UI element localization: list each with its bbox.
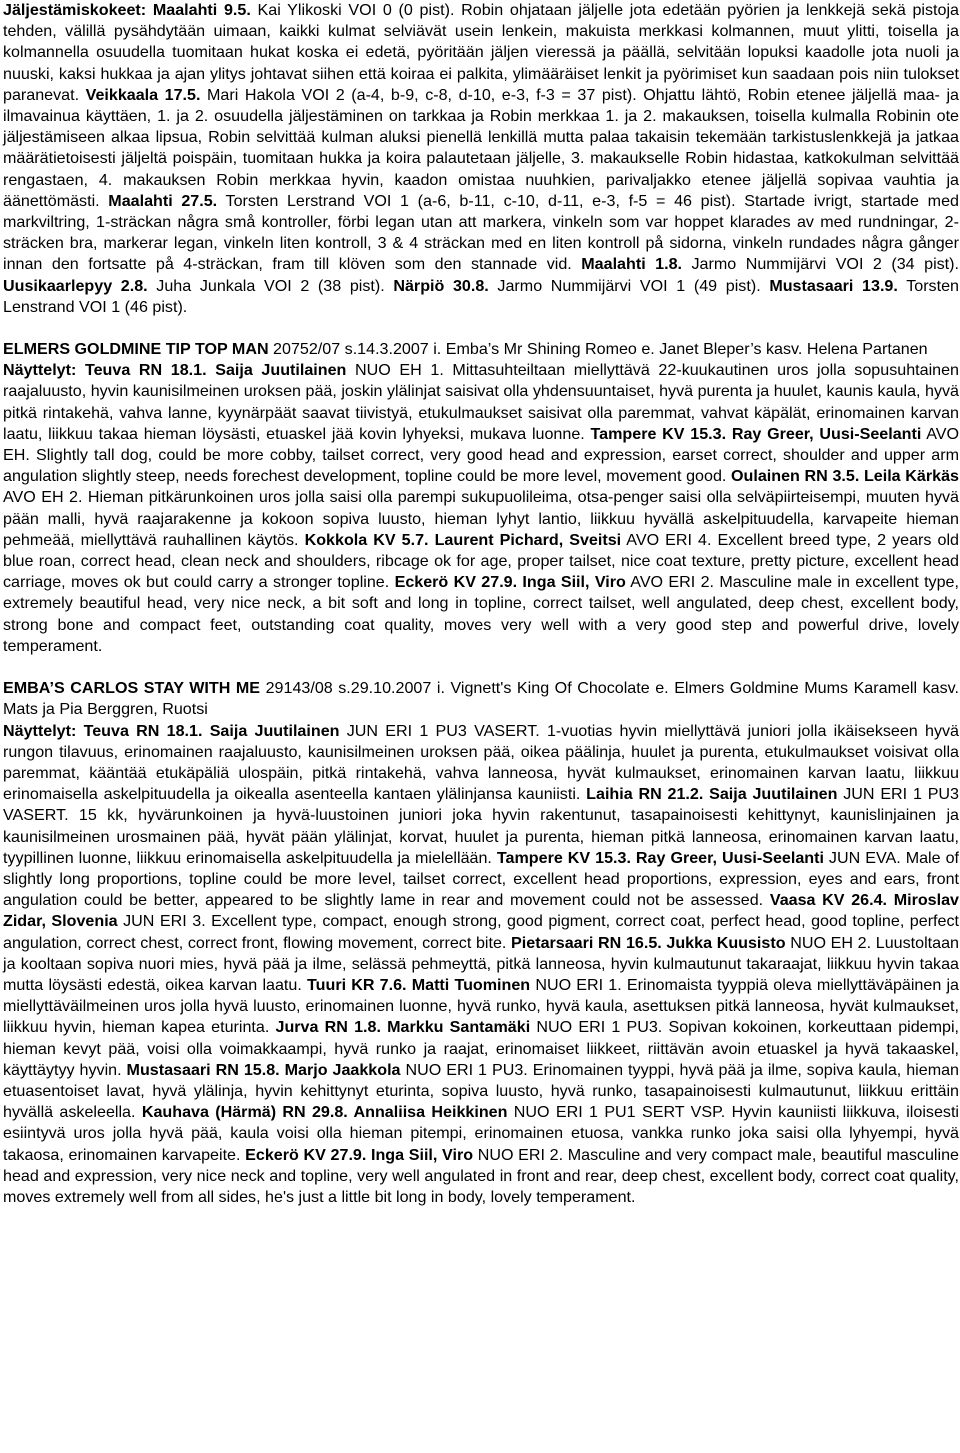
text-run: NUO ERI 1 PU3. Erinomainen tyyppi, hyvä pää ja ilme, sopiva kaula, hieman etuasentoiset lavat, hyvä ylälinja, hyvin kehittynyt eturinta, sopiva luusto, hyvä runko, tasapainoisesti kulmautunut, liikkuu erittäin hyvällä askeleella. (3, 1060, 959, 1122)
bold-text-run: Maalahti 1.8. (581, 255, 683, 274)
text-run: Jarmo Nummijärvi VOI 2 (34 pist). (682, 255, 959, 274)
text-run: AVO EH 2. Hieman pitkärunkoinen uros jolla saisi olla parempi sukupuolileima, otsa-penger saisi olla selväpiirteisempi, muuten hyvä pään malli, hyvä raajarakenne ja kokoon sopiva luusto, hieman lyhyt lantio, liikkuu hyvällä askelpituudella, karvapeite hieman pehmeää, miellyttävä rauhallinen käytös. (3, 488, 959, 549)
bold-text-run: Uusikaarlepyy 2.8. (3, 276, 148, 295)
bold-text-run: Eckerö KV 27.9. Inga Siil, Viro (394, 573, 626, 592)
text-run: Torsten Lenstrand VOI 1 (46 pist). (3, 276, 959, 316)
tracking-trials-paragraph (3, 0, 959, 318)
bold-text-run: Oulainen RN 3.5. Leila Kärkäs (731, 467, 959, 486)
bold-text-run: Tuuri KR 7.6. Matti Tuominen (307, 975, 531, 994)
paragraph-gap (3, 657, 959, 678)
bold-text-run: Veikkaala 17.5. (85, 85, 201, 104)
text-run: Mari Hakola VOI 2 (a-4, b-9, c-8, d-10, e-3, f-3 = 37 pist). Ohjattu lähtö, Robin etenee jäljellä maa- ja ilmavainua käyttäen, 1. ja 2. osuudella jäljestäminen on tarkkaa ja Robin merkkaa 1. ja 2. makauksen, toisella kulmalla Robinin ote jäljestämiseen alkaa lipsua, Robin selvittää kulman aluksi pienellä lenkillä mutta palaa takaisin tekemään tarkistuslenkkejä ja jatkaa määrätietoisesti jäljeltä poispäin, tuomitaan hukka ja koira palautetaan jäljelle, 3. makaukselle Robin hidastaa, katkokulman selvittää rengastaen, 4. makauksen Robin merkkaa hyvin, kaadon omistaa nuuhkien, parivaljakko etenee jäljellä sopivaa vauhtia ja äänettömästi. (3, 85, 959, 210)
text-run: AVO EH. Slightly tall dog, could be more cobby, tailset correct, very good head and expression, earset correct, shoulder and upper arm angulation slightly steep, needs forechest development, topline could be more level, movement good. (3, 424, 959, 486)
bold-text-run: ELMERS GOLDMINE TIP TOP MAN (3, 340, 269, 359)
text-run: NUO EH 1. Mittasuhteiltaan miellyttävä 22-kuukautinen uros jolla sopusuhtainen raajaluusto, hyvin kaunisilmeinen uroksen pää, joskin ylälinjat saisivat olla yhdensuuntaiset, hyvä purenta ja huulet, kaunis kaula, hyvä pitkä rintakehä, vahva lanne, kyynärpäät saavat tiivistyä, etukulmaukset saisivat olla paremmat, vahvat käpälät, erinomainen karvan laatu, liikkuu takaa hieman löysästi, etuaskel jää kovin lyhyeksi, mukava luonne. (3, 361, 960, 443)
bold-text-run: Mustasaari 13.9. (769, 276, 898, 295)
dog-entry-heading-emba (3, 678, 959, 720)
bold-text-run: Pietarsaari RN 16.5. Jukka Kuusisto (511, 933, 786, 952)
bold-text-run: Vaasa KV 26.4. Miroslav Zidar, Slovenia (3, 891, 960, 931)
dog-entry-heading-elmers (3, 339, 959, 360)
show-results-paragraph-elmers (3, 360, 959, 657)
bold-text-run: Tampere KV 15.3. Ray Greer, Uusi-Seelanti (496, 848, 824, 867)
text-run: NUO EH 2. Luustoltaan ja kooltaan sopiva nuori mies, hyvä pää ja ilme, selässä pehmeyttä, pitkä lanneosa, hyvin kulmautunut takaraajat, liikkuu hyvin takaa mutta löysästi edestä, oikea karvan laatu. (3, 933, 959, 994)
bold-text-run: EMBA’S CARLOS STAY WITH ME (3, 679, 261, 698)
text-run: Torsten Lerstrand VOI 1 (a-6, b-11, c-10, d-11, e-3, f-5 = 46 pist). Startade ivrigt, startade med markviltring, 1-sträckan några små kontroller, förbi legan utan att markera, vinkeln som var hoppet klarades av med rundningar, 2-sträcken bra, markerar legan, vinkeln liten kontroll, 3 & 4 sträckan med en liten kontroll på sidorna, vinkeln rundades några gånger innan den fortsatte på 4-sträckan, fram till klöven som den stannade vid. (3, 191, 959, 274)
bold-text-run: Jäljestämiskokeet: Maalahti 9.5. (3, 1, 251, 19)
text-run: Kai Ylikoski VOI 0 (0 pist). Robin ohjataan jäljelle jota edetään pyörien ja lenkkejä sekä pistoja tehden, välillä pysähdytään uimaan, kaikki kulmat selviävät usein lenkein, makuista merkkasi kolmannen, muut ylitti, toisella ja kolmannella osuudella tuomitaan hukat koska ei edetä, pyöritään jäljen vieressä ja päällä, selvitään lopuksi kaadolle jota nuoli ja nuuski, kaksi hukkaa ja ajan ylitys johtavat siihen että koiraa ei palkita, ylimääräiset lenkit ja pyörimiset kun saadaan pois niin tulokset paranevat. (3, 1, 959, 104)
bold-text-run: Maalahti 27.5. (108, 191, 218, 210)
text-run: Juha Junkala VOI 2 (38 pist). (147, 276, 394, 295)
text-run: 20752/07 s.14.3.2007 i. Emba’s Mr Shining Romeo e. Janet Bleper’s kasv. Helena Partanen (268, 340, 928, 359)
text-run: AVO ERI 4. Excellent breed type, 2 years old blue roan, correct head, clean neck and shoulders, ribcage ok for age, proper tailset, nice coat texture, pretty picture, excellent head carriage, moves ok but could carry a stronger topline. (3, 530, 959, 592)
bold-text-run: Tampere KV 15.3. Ray Greer, Uusi-Seelanti (590, 424, 922, 443)
text-run: Jarmo Nummijärvi VOI 1 (49 pist). (488, 276, 770, 295)
bold-text-run: Kokkola KV 5.7. Laurent Pichard, Sveitsi (304, 530, 622, 549)
text-run: NUO ERI 2. Masculine and very compact male, beautiful masculine head and expression, very nice neck and topline, very well angulated in front and rear, deep chest, excellent body, correct coat quality, moves extremely well from all sides, he's just a little bit long in body, lovely temperament. (3, 1145, 959, 1206)
text-run: JUN ERI 3. Excellent type, compact, enough strong, good pigment, correct coat, perfect head, good topline, perfect angulation, correct chest, correct front, flowing movement, correct bite. (3, 912, 959, 952)
text-run: JUN ERI 1 PU3 VASERT. 15 kk, hyvärunkoinen ja hyvä-luustoinen juniori joka hyvin rakentunut, tasapainoisesti kehittynyt, kaunislinjainen ja kaunisilmeinen urosmainen pää, hyvät pään ylälinjat, korvat, huulet ja purenta, hieman pitkä lanneosa, erinomainen karvan laatu, tyypillinen luonne, liikkuu erinomaisella askelpituudella ja mielellään. (3, 785, 959, 867)
text-run: 29143/08 s.29.10.2007 i. Vignett's King Of Chocolate e. Elmers Goldmine Mums Karamell kasv. Mats ja Pia Berggren, Ruotsi (3, 679, 959, 719)
show-results-paragraph-emba (3, 721, 959, 1209)
text-run: NUO ERI 1 PU1 SERT VSP. Hyvin kauniisti liikkuva, iloisesti esiintyvä uros jolla hyvä pää, kaula voisi olla hieman pitempi, erinomainen etuosa, vankka runko joka saisi olla lyhyempi, hyvä takaosa, erinomainen karvapeite. (3, 1103, 959, 1164)
bold-text-run: Näyttelyt: Teuva RN 18.1. Saija Juutilainen (3, 361, 347, 380)
bold-text-run: Näyttelyt: Teuva RN 18.1. Saija Juutilainen (3, 721, 340, 740)
bold-text-run: Kauhava (Härmä) RN 29.8. Annaliisa Heikkinen (141, 1103, 508, 1122)
bold-text-run: Jurva RN 1.8. Markku Santamäki (275, 1018, 531, 1037)
bold-text-run: Laihia RN 21.2. Saija Juutilainen (586, 785, 838, 804)
paragraph-gap (3, 318, 959, 339)
bold-text-run: Närpiö 30.8. (393, 276, 489, 295)
text-run: AVO ERI 2. Masculine male in excellent type, extremely beautiful head, very nice neck, a bit soft and long in topline, correct tailset, well angulated, deep chest, excellent body, strong bone and compact feet, outstanding coat quality, moves very well with a very good step and powerful drive, lovely temperament. (3, 573, 959, 655)
text-run: JUN ERI 1 PU3 VASERT. 1-vuotias hyvin miellyttävä juniori jolla ikäisekseen hyvä rungon tilavuus, erinomainen raajaluusto, kaunisilmeinen uroksen pää, oikea päälinja, huulet ja purenta, etukulmaukset voisivat olla paremmat, kääntää etukäpäliä ulospäin, pitkä rintakehä, vahva lanneosa, hyvät kulmaukset, erinomainen karvan laatu, liikkuu erinomaisella askelpituudella ja oikealla asenteella kantaen ylälinjansa kauniisti. (3, 721, 960, 804)
bold-text-run: Eckerö KV 27.9. Inga Siil, Viro (245, 1145, 474, 1164)
bold-text-run: Mustasaari RN 15.8. Marjo Jaakkola (126, 1060, 401, 1079)
text-run: NUO ERI 1 PU3. Sopivan kokoinen, korkeuttaan pidempi, hieman kevyt pää, voisi olla voimakkaampi, hyvä runko ja raajat, erinomaiset liikkeet, riittävän avoin etuaskel ja hyvä takaaskel, käyttäytyy hyvin. (3, 1018, 960, 1079)
text-run: JUN EVA. Male of slightly long proportions, topline could be more level, tailset correct, excellent head proportions, expression, eyes and ears, front angulation could be better, appeared to be slightly lame in rear and movement could not be assessed. (3, 848, 959, 910)
text-run: NUO ERI 1. Erinomaista tyyppiä oleva miellyttäväpäinen ja miellyttäväilmeinen uros jolla hyvä luusto, erinomainen luonne, hyvä runko, hyvä kaula, asettuksen pitkä lanneosa, hyvät kulmaukset, liikkuu hyvin, hieman kapea eturinta. (3, 975, 959, 1037)
